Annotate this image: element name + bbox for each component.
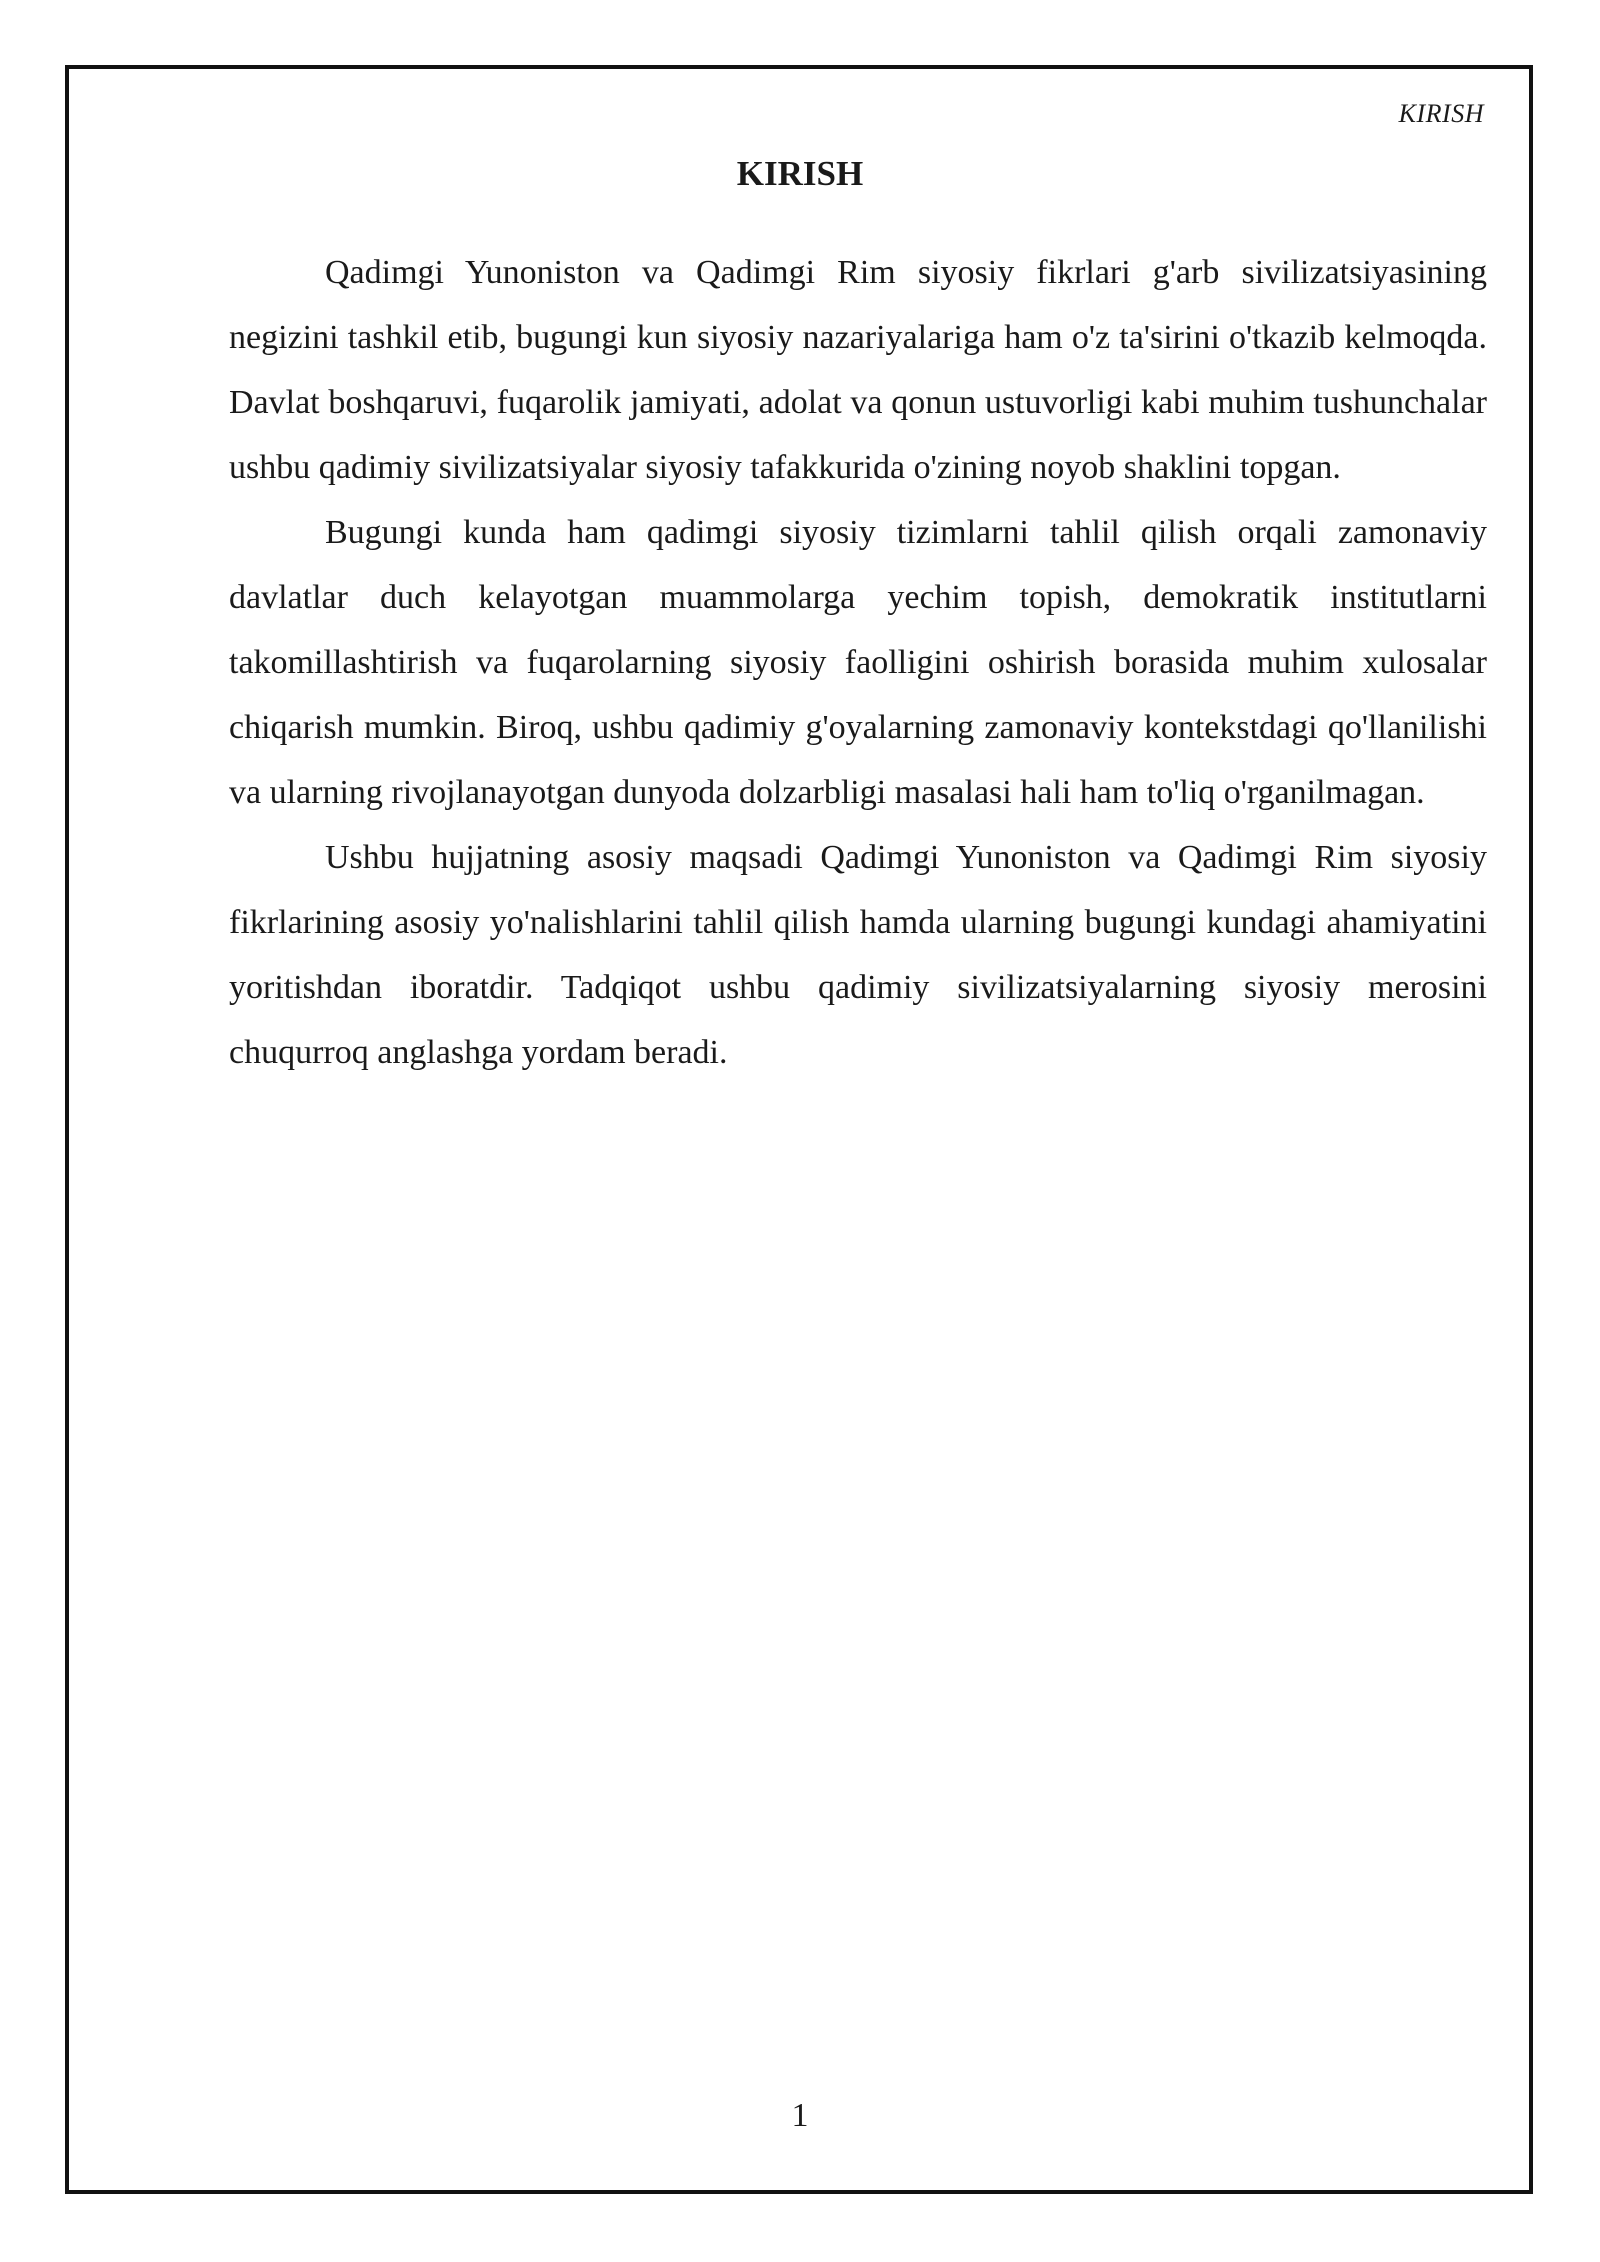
running-header: KIRISH: [1398, 99, 1484, 128]
page-number: 1: [791, 2097, 809, 2134]
paragraph: Ushbu hujjatning asosiy maqsadi Qadimgi Yunoniston va Qadimgi Rim siyosiy fikrlarining asosiy yo'nalishlarini tahlil qilish hamda ularning bugungi kundagi ahamiyatini yoritishdan iboratdir. Tadqiqot ushbu qadimiy sivilizatsiyalarning siyosiy merosini chuqurroq anglashga yordam beradi.: [229, 839, 1487, 1071]
paragraph: Bugungi kunda ham qadimgi siyosiy tizimlarni tahlil qilish orqali zamonaviy davlatlar duch kelayotgan muammolarga yechim topish, demokratik institutlarni takomillashtirish va fuqarolarning siyosiy faolligini oshirish borasida muhim xulosalar chiqarish mumkin. Biroq, ushbu qadimiy g'oyalarning zamonaviy kontekstdagi qo'llanilishi va ularning rivojlanayotgan dunyoda dolzarbligi masalasi hali ham to'liq o'rganilmagan.: [229, 514, 1487, 811]
document-body: [229, 240, 1487, 1085]
document-title: KIRISH: [736, 154, 864, 193]
paragraph: Qadimgi Yunoniston va Qadimgi Rim siyosiy fikrlari g'arb sivilizatsiyasining negizini tashkil etib, bugungi kun siyosiy nazariyalariga ham o'z ta'sirini o'tkazib kelmoqda. Davlat boshqaruvi, fuqarolik jamiyati, adolat va qonun ustuvorligi kabi muhim tushunchalar ushbu qadimiy sivilizatsiyalar siyosiy tafakkurida o'zining noyob shaklini topgan.: [229, 254, 1487, 486]
